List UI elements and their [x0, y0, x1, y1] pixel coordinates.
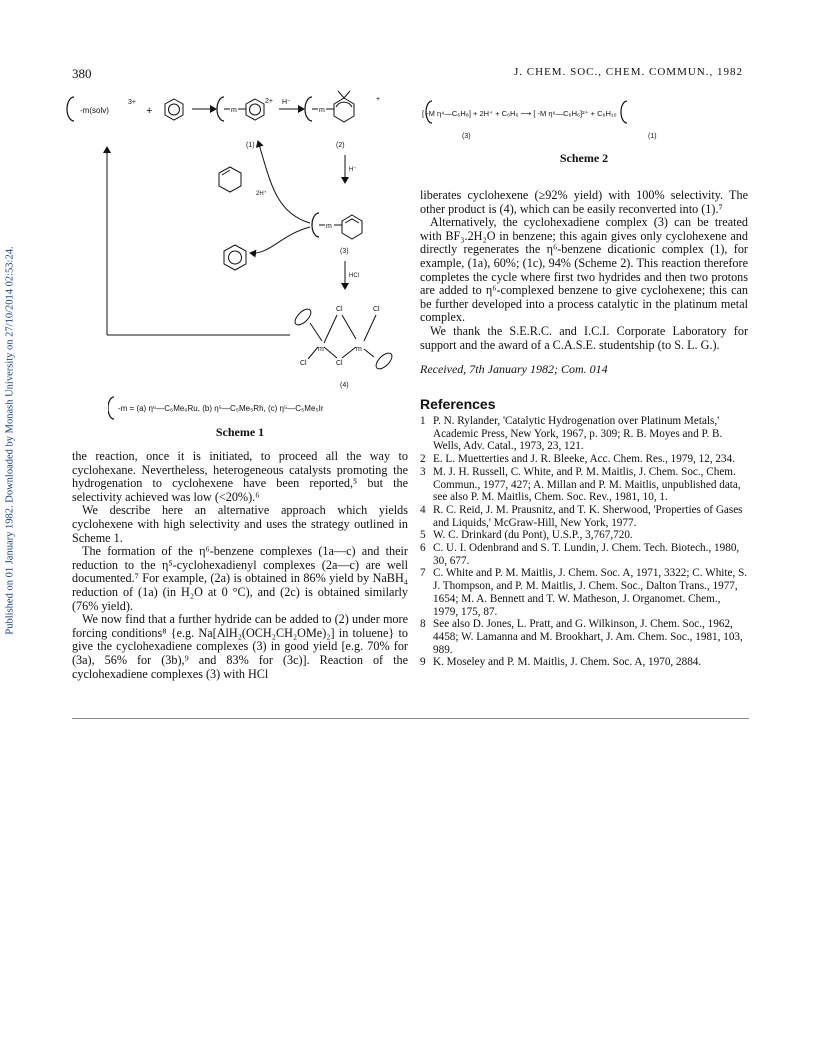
reference-item: 7 C. White and P. M. Maitlis, J. Chem. Soc. A, 1971, 3322; C. White, S. J. Thompson, and P. M. Maitlis, J. Chem. Soc., Dalton Trans., 1977, 1654; M. A. Bennett and T. W. Matheson, J. Organomet. Chem., 1979, 175, 87. [420, 567, 748, 618]
metal-fragment-icon [108, 397, 114, 419]
references-list [420, 415, 748, 669]
svg-text:3+: 3+ [128, 99, 136, 106]
curved-arrow [258, 141, 310, 223]
reference-item: 8 See also D. Jones, L. Pratt, and G. Wilkinson, J. Chem. Soc., 1962, 4458; W. Lamanna and M. Brookhart, J. Am. Chem. Soc., 1981, 103, 989. [420, 618, 743, 656]
reference-item: 9 K. Moseley and P. M. Maitlis, J. Chem. Soc. A, 1970, 2884. [420, 656, 702, 669]
reagent-left: -m(solv) [80, 106, 109, 115]
svg-text:m: m [319, 107, 325, 114]
benzene-icon [165, 99, 183, 120]
reference-item: 5 W. C. Drinkard (du Pont), U.S.P., 3,767,720. [420, 529, 633, 542]
reference-item: 1 P. N. Rylander, 'Catalytic Hydrogenation over Platinum Metals,' Academic Press, New York, 1967, p. 309; R. B. Moyes and P. B. Wells, Adv. Catal., 1973, 23, 121. [420, 415, 723, 453]
cyclohexene-icon [219, 167, 241, 192]
chloro-bridged-dimer-icon [292, 306, 394, 372]
left-column [72, 450, 408, 681]
svg-text:+: + [376, 96, 381, 103]
scheme-1-diagram [60, 85, 410, 415]
journal-header: J. CHEM. SOC., CHEM. COMMUN., 1982 [514, 66, 743, 78]
svg-text:m: m [356, 346, 362, 353]
benzene-icon [246, 99, 264, 120]
svg-text:m: m [318, 346, 324, 353]
scheme-1-legend [108, 395, 408, 421]
svg-text:Cl: Cl [300, 360, 307, 367]
svg-text:m: m [231, 107, 237, 114]
svg-text:m: m [326, 223, 332, 230]
cyclohexadienyl-icon [334, 91, 354, 122]
svg-text:[ -M η⁴—C₆H₈] + 2H⁺ + C₆H₆ ⟶ [: [ -M η⁴—C₆H₈] + 2H⁺ + C₆H₆ ⟶ [ -M η⁶—C₆H₆]²⁺ + C₆H₁₀ [422, 109, 617, 118]
scheme-2-diagram [420, 95, 750, 145]
reference-item: 6 C. U. I. Odenbrand and S. T. Lundin, J. Chem. Tech. Biotech., 1980, 30, 677. [420, 542, 740, 567]
svg-text:H⁻: H⁻ [349, 167, 357, 173]
svg-text:+: + [146, 105, 153, 117]
footer-rule [72, 718, 749, 719]
scheme-2-caption: Scheme 2 [559, 151, 609, 165]
right-column [420, 189, 748, 352]
scheme-1-caption: Scheme 1 [215, 425, 265, 439]
reference-item: 4 R. C. Reid, J. M. Prausnitz, and T. K. Sherwood, 'Properties of Gases and Liquids,' McGraw-Hill, New York, 1977. [420, 503, 743, 529]
svg-text:Cl: Cl [336, 360, 343, 367]
references-heading: References [420, 396, 496, 412]
cyclohexadiene-icon [342, 215, 362, 239]
received-date: Received, 7th January 1982; Com. 014 [420, 362, 608, 376]
paragraph: We thank the S.E.R.C. and I.C.I. Corporate Laboratory for support and the award of a C.A.S.E. studentship (to S. L. G.). [420, 323, 748, 352]
svg-text:HCl: HCl [349, 273, 359, 279]
label-3: (3) [462, 133, 471, 140]
paragraph: Alternatively, the cyclohexadiene complex (3) can be treated with BF₃.2H₂O in benzene; this again gives only cyclohexene and directly regenerates the η⁶-benzene dicationic complex (1), for example, (1a), 60%; (1c), 94% (Scheme 2). This reaction therefore completes the cycle where first two hydrides and then two protons are added to η⁶-complexed benzene to give cyclohexene; this can be further developed into a process catalytic in the platinum metal complex. [420, 215, 748, 325]
paragraph: The formation of the η⁶-benzene complexes (1a—c) and their reduction to the η⁵-cyclohexadienyl complexes (2a—c) are well documented.⁷ For example, (2a) is obtained in 86% yield by NaBH₄ reduction of (1a) (in H₂O at 0 °C), and (2c) is obtained similarly (76% yield). [72, 544, 408, 613]
paragraph: the reaction, once it is initiated, to proceed all the way to cyclohexane. Nevertheless, heterogeneous catalysts promoting the hydrogenation to cyclohexene have been reported,⁵ but the selectivity achieved was low (<20%).⁶ [72, 449, 408, 504]
paragraph: We describe here an alternative approach which yields cyclohexene with high selectivity and uses the strategy outlined in Scheme 1. [72, 503, 408, 545]
label-1: (1) [648, 133, 657, 140]
svg-text:Cl: Cl [373, 306, 380, 313]
reference-item: 3 M. J. H. Russell, C. White, and P. M. Maitlis, J. Chem. Soc., Chem. Commun., 1977, 427; A. Millan and P. M. Maitlis, unpublished data, see also P. M. Maitlis, Chem. Soc. Rev., 1981, 10, 1. [420, 465, 741, 504]
benzene-icon [224, 245, 246, 270]
download-notice[interactable]: Published on 01 January 1982. Downloaded by Monash University on 27/10/2014 02:53:24. [4, 246, 16, 635]
metal-fragment-icon [621, 101, 627, 123]
svg-text:2H⁺: 2H⁺ [256, 191, 267, 197]
reference-item: 2 E. L. Muetterties and J. R. Bleeke, Acc. Chem. Res., 1979, 12, 234. [420, 453, 736, 466]
svg-text:Cl: Cl [336, 306, 343, 313]
metal-fragment-icon [67, 97, 74, 121]
label-2: (2) [336, 142, 345, 149]
label-4: (4) [340, 382, 349, 389]
label-3: (3) [340, 248, 349, 255]
paragraph: liberates cyclohexene (≥92% yield) with 100% selectivity. The other product is (4), which can be easily reconverted into (1).⁷ [420, 188, 748, 216]
svg-text:-m = (a) η⁶—C₆Me₆Ru, (b) η⁵—C₅: -m = (a) η⁶—C₆Me₆Ru, (b) η⁵—C₅Me₅Rh, (c) η⁵—C₅Me₅Ir [118, 404, 324, 413]
paragraph: We now find that a further hydride can be added to (2) under more forcing conditions⁸ {e.g. Na[AlH₂(OCH₂CH₂OMe)₂] in toluene} to give the cyclohexadiene complexes (3) in good yield [e.g. 70% for (3a), 56% for (3b),⁹ and 83% for (3c)]. Reaction of the cyclohexadiene complexes (3) with HCl [72, 612, 408, 681]
svg-text:H⁻: H⁻ [282, 99, 291, 106]
page-number: 380 [72, 66, 92, 81]
label-1: (1) [246, 142, 255, 149]
svg-text:2+: 2+ [265, 98, 273, 105]
curved-arrow [250, 227, 310, 253]
